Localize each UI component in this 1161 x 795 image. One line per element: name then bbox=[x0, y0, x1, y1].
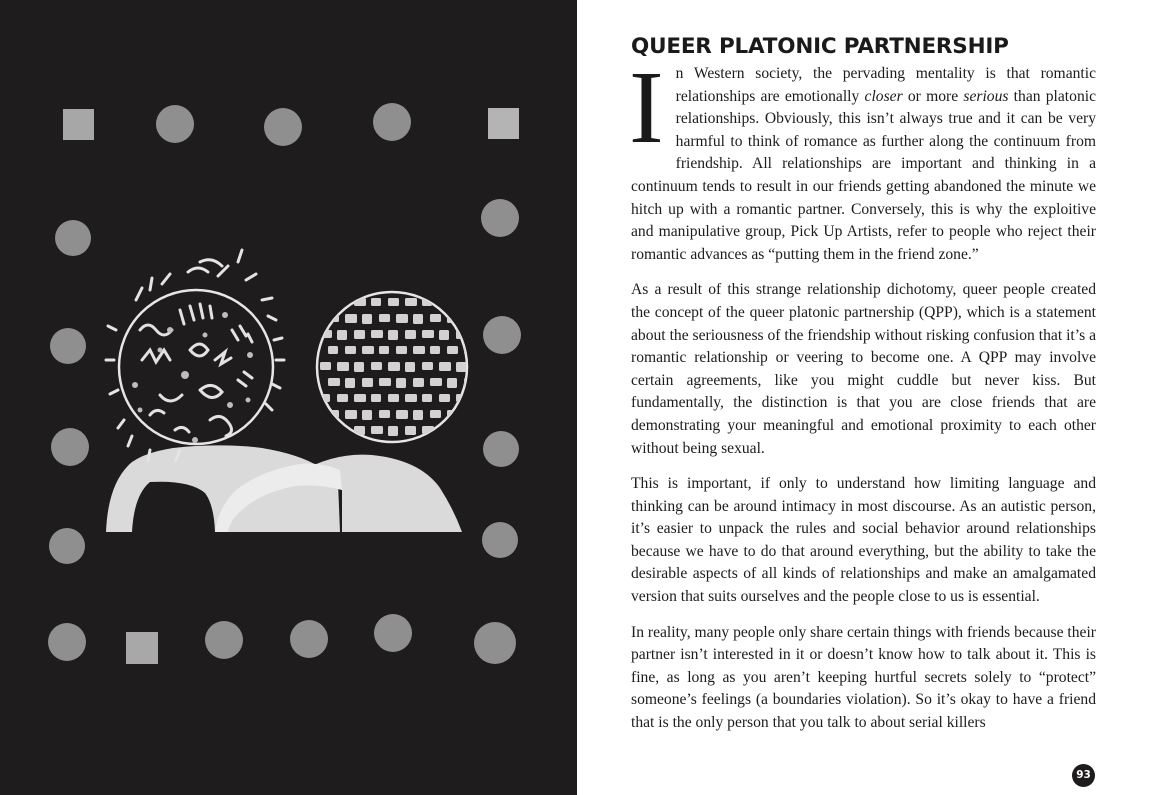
hair-check bbox=[439, 298, 450, 306]
round-dot bbox=[48, 623, 86, 661]
hair-check bbox=[320, 426, 332, 434]
hair-check bbox=[405, 394, 417, 402]
left-head bbox=[106, 250, 284, 460]
hair-check bbox=[405, 330, 416, 339]
round-dot bbox=[51, 428, 89, 466]
round-dot bbox=[481, 199, 519, 237]
hair-check bbox=[456, 362, 466, 372]
friends-illustration bbox=[0, 0, 577, 795]
hair-check bbox=[422, 394, 432, 402]
square-dot bbox=[488, 108, 519, 139]
paragraph-4: In reality, many people only share certain things with friends because their partner isn’t interested in it or doesn’t know how to talk about it. This is fine, as long as you aren’t keeping hurtful secrets solely to “protect” someone’s feelings (a boundaries violation). So it’s okay to have a friend that is the only person that you talk to about serial killers bbox=[631, 623, 1096, 732]
drop-cap: I bbox=[629, 50, 664, 165]
hair-check bbox=[354, 394, 366, 402]
hair-check bbox=[345, 346, 356, 354]
hair-check bbox=[464, 410, 474, 420]
hair-check bbox=[413, 410, 423, 420]
hair-check bbox=[396, 346, 407, 354]
hair-check bbox=[362, 314, 372, 324]
hair-check bbox=[396, 314, 408, 323]
hair-check bbox=[354, 330, 365, 339]
round-dot bbox=[483, 316, 521, 354]
hair-check bbox=[456, 426, 467, 435]
hair-check bbox=[371, 394, 381, 402]
paragraph-3: This is important, if only to understand how limiting language and thinking can be around intimacy in most discourse. As an autistic person, it’s easier to unpack the rules and social behavior around relationships because we have to do that around everything, but the ability to take the desirable aspects of all kinds of relationships and make an amalgamated version that suits ourselves and the people close to us is essential. bbox=[631, 475, 1096, 606]
hair-check bbox=[422, 330, 434, 338]
hair-check bbox=[362, 346, 374, 354]
hair-check bbox=[362, 378, 373, 387]
paragraph-1-text: n Western society, the pervading mentality is that romantic relationships are emotionally closer or more serious than platonic relationships. Obviously, this isn’t always true and it can be very harmful to think of romance as further along the continuum from friendship. All relationships are important and thinking in a continuum tends to result in our friends getting abandoned the minute we hitch up with a romantic partner. Conversely, this is why the exploitive and manipulative group, Pick Up Artists, refer to people who reject their romantic advances as “putting them in the friend zone.” bbox=[631, 65, 1096, 263]
hair-check bbox=[371, 298, 381, 306]
hair-check bbox=[371, 330, 383, 338]
hair-check bbox=[405, 426, 416, 435]
hair-check bbox=[362, 410, 372, 420]
hair-check bbox=[388, 394, 399, 402]
page-number: 93 bbox=[1072, 764, 1095, 787]
figures-bodies bbox=[106, 445, 462, 532]
hair-check bbox=[379, 346, 389, 354]
round-dot bbox=[290, 620, 328, 658]
hair-check bbox=[337, 298, 348, 306]
hair-check bbox=[447, 378, 457, 388]
illustration-panel bbox=[0, 0, 577, 795]
hair-check bbox=[439, 362, 451, 371]
round-dot bbox=[205, 621, 243, 659]
hair-check bbox=[447, 346, 458, 354]
round-dot bbox=[49, 528, 85, 564]
hair-check bbox=[388, 426, 398, 436]
hair-check bbox=[379, 378, 391, 386]
hair-check bbox=[371, 362, 382, 370]
hair-check bbox=[439, 330, 449, 340]
hair-check bbox=[337, 330, 347, 340]
section-title: QUEER PLATONIC PARTNERSHIP bbox=[631, 34, 1009, 59]
hair-check bbox=[396, 410, 408, 419]
hair-check bbox=[388, 362, 400, 371]
text-page bbox=[577, 0, 1161, 795]
hair-check bbox=[337, 426, 347, 436]
hair-check bbox=[337, 394, 348, 402]
round-dot bbox=[264, 108, 302, 146]
round-dot bbox=[55, 220, 91, 256]
round-dot bbox=[483, 431, 519, 467]
hair-check bbox=[337, 362, 349, 371]
article-body bbox=[629, 50, 1096, 748]
hair-check bbox=[345, 314, 357, 323]
hair-check bbox=[464, 314, 474, 324]
round-dot bbox=[482, 522, 518, 558]
hair-check bbox=[328, 378, 340, 386]
hair-check bbox=[439, 394, 450, 402]
right-head bbox=[317, 292, 476, 442]
hair-check bbox=[379, 410, 390, 418]
hair-check bbox=[320, 298, 330, 306]
hair-check bbox=[388, 298, 399, 306]
hair-check bbox=[422, 362, 433, 370]
hair-check bbox=[439, 426, 449, 436]
hair-check bbox=[413, 346, 425, 354]
square-dot bbox=[126, 632, 158, 664]
hair-check bbox=[413, 378, 424, 387]
round-dot bbox=[50, 328, 86, 364]
hair-check bbox=[396, 378, 406, 388]
hair-check bbox=[430, 378, 442, 386]
round-dot bbox=[156, 105, 194, 143]
hair-check bbox=[354, 362, 364, 372]
hair-check bbox=[345, 378, 355, 388]
paragraph-1 bbox=[629, 50, 1096, 266]
round-dot bbox=[374, 614, 412, 652]
hair-check bbox=[388, 330, 398, 340]
hair-check bbox=[456, 298, 468, 306]
hair-check bbox=[345, 410, 357, 419]
hair-check bbox=[405, 298, 417, 306]
hair-check bbox=[320, 362, 331, 370]
hair-check bbox=[354, 298, 366, 306]
hair-check bbox=[328, 346, 338, 354]
hair-check bbox=[379, 314, 390, 322]
round-dot bbox=[474, 622, 516, 664]
square-dot bbox=[63, 109, 94, 140]
hair-check bbox=[413, 314, 423, 324]
hair-check bbox=[430, 410, 441, 418]
hair-check bbox=[405, 362, 415, 372]
hair-check bbox=[371, 426, 383, 434]
hair-check bbox=[430, 346, 440, 354]
paragraph-2: As a result of this strange relationship dichotomy, queer people created the concept of the queer platonic partnership (QPP), which is a statement about the seriousness of the friendship without risking confusion that it’s a romantic relationship or veering to become one. A QPP may involve certain agreements, like you might cuddle but never kiss. But fundamentally, the distinction is that you are close friends that are demonstrating your meaningful and emotional proximity to each other without being sexual. bbox=[631, 281, 1096, 457]
round-dot bbox=[373, 103, 411, 141]
hair-check bbox=[430, 314, 441, 322]
